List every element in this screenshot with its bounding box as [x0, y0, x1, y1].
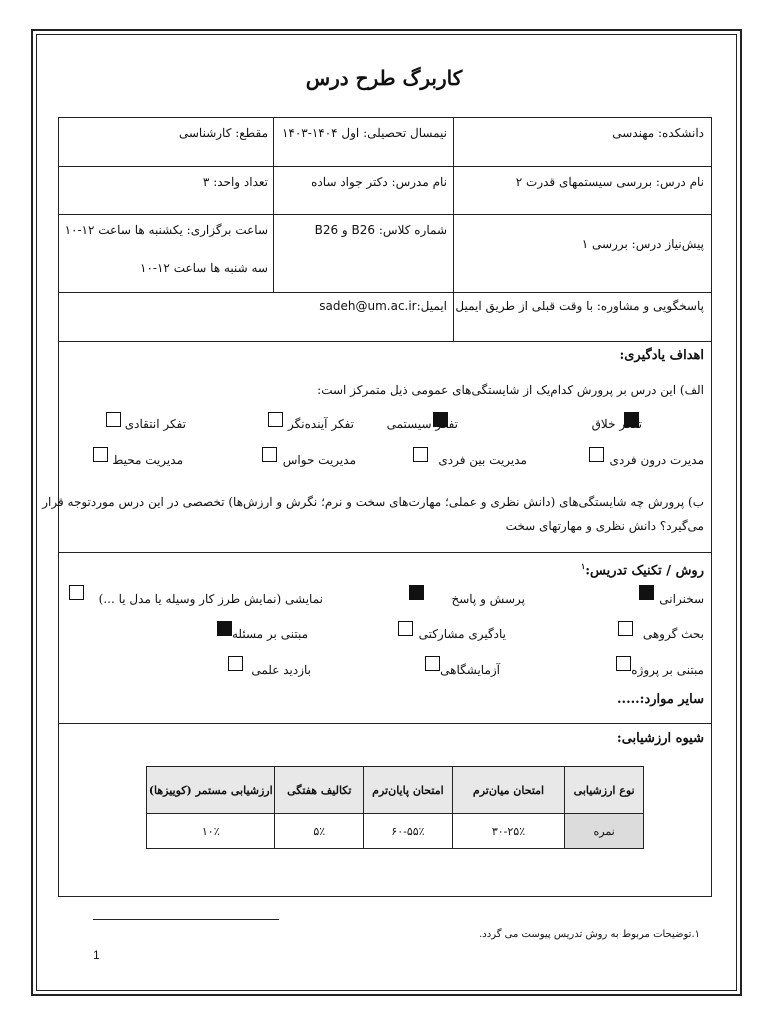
eval-type-header: نوع ارزشیابی [565, 767, 644, 814]
field-trip-label: بازدید علمی [251, 663, 311, 677]
class-number-label: شماره کلاس: [378, 223, 447, 237]
final-value: ۶۰-۵۵٪ [364, 814, 453, 849]
interpersonal-mgmt-checkbox[interactable] [413, 447, 428, 462]
form-title: کاربرگ طرح درس [305, 66, 463, 90]
prerequisite: پیش‌نیاز درس: بررسی ۱ [581, 237, 704, 251]
creative-thinking-label: تفکر خلاق [591, 417, 642, 431]
email-label: ایمیل: [416, 299, 447, 313]
row-divider [58, 214, 712, 215]
objectives-question-b-line1: ب) پرورش چه شایستگی‌های (دانش نظری و عملی؛ مهارت‌های سخت و نرم؛ نگرش و ارزش‌ها) تخصصی در این درس موردتوجه قرار [42, 495, 704, 509]
evaluation-heading: شیوه ارزشیابی: [616, 731, 704, 746]
objectives-heading: اهداف یادگیری: [619, 348, 704, 363]
class-number [315, 222, 447, 238]
demonstration-label: نمایشی (نمایش طرز کار وسیله یا مدل یا ...) [98, 592, 323, 606]
weekly-assignments-header: تکالیف هفتگی [275, 767, 364, 814]
evaluation-value-row [147, 814, 644, 849]
other-methods: سایر موارد:..... [617, 692, 704, 707]
futures-thinking-label: تفکر آینده‌نگر [288, 417, 354, 431]
col-divider [453, 117, 454, 341]
level: مقطع: کارشناسی [178, 126, 268, 140]
continuous-assessment-header: ارزشیابی مستمر (کوییزها) [147, 767, 275, 814]
evaluation-table [146, 766, 644, 849]
futures-thinking-checkbox[interactable] [268, 412, 283, 427]
col-divider [273, 117, 274, 292]
intrapersonal-mgmt-label: مدیرت درون فردی [609, 453, 704, 467]
lecture-checkbox[interactable] [639, 585, 654, 600]
continuous-assessment-value: ۱۰٪ [147, 814, 275, 849]
group-discussion-label: بحث گروهی [642, 627, 704, 641]
question-answer-checkbox[interactable] [409, 585, 424, 600]
systems-thinking-label: تفکر سیستمی [386, 417, 458, 431]
class-time-2: سه شنبه ها ساعت ۱۲-۱۰ [140, 261, 268, 275]
group-discussion-checkbox[interactable] [618, 621, 633, 636]
row-divider [58, 166, 712, 167]
methods-heading: روش / تکنیک تدریس:$^۱$ [580, 561, 704, 579]
field-trip-checkbox[interactable] [228, 656, 243, 671]
midterm-value: ۳۰-۲۵٪ [452, 814, 565, 849]
objectives-question-b-line2: می‌گیرد؟ دانش نظری و مهارتهای سخت [505, 519, 704, 533]
evaluation-header-row [147, 767, 644, 814]
weekly-assignments-value: ۵٪ [275, 814, 364, 849]
cooperative-learning-label: یادگیری مشارکتی [418, 627, 506, 641]
project-based-checkbox[interactable] [616, 656, 631, 671]
footnote-text: ۱.توضیحات مربوط به روش تدریس پیوست می گردد. [479, 929, 700, 940]
problem-based-label: مبتنی بر مسئله [231, 627, 308, 641]
critical-thinking-checkbox[interactable] [106, 412, 121, 427]
faculty: دانشکده: مهندسی [612, 126, 704, 140]
row-divider [58, 723, 712, 724]
problem-based-checkbox[interactable] [217, 621, 232, 636]
email [319, 298, 447, 314]
footnote-separator [93, 919, 279, 920]
class-time-1: ساعت برگزاری: یکشنبه ها ساعت ۱۲-۱۰ [64, 223, 268, 237]
demonstration-checkbox[interactable] [69, 585, 84, 600]
row-divider [58, 292, 712, 293]
row-divider [58, 341, 712, 342]
email-value: sadeh@um.ac.ir [319, 299, 417, 313]
lecture-label: سخنرانی [659, 592, 704, 606]
eval-type-value: نمره [565, 814, 644, 849]
course-name: نام درس: بررسی سیستمهای قدرت ۲ [515, 175, 704, 189]
class-number-value: B26 و B26 [314, 223, 376, 237]
cooperative-learning-checkbox[interactable] [398, 621, 413, 636]
midterm-header: امتحان میان‌ترم [452, 767, 565, 814]
laboratory-label: آزمایشگاهی [440, 663, 500, 677]
semester: نیمسال تحصیلی: اول ۱۴۰۴-۱۴۰۳ [281, 126, 447, 140]
intrapersonal-mgmt-checkbox[interactable] [589, 447, 604, 462]
consultation: پاسخگویی و مشاوره: با وقت قبلی از طریق ایمیل [455, 299, 704, 313]
attention-mgmt-label: مدیریت حواس [282, 453, 356, 467]
interpersonal-mgmt-label: مدیریت بین فردی [438, 453, 527, 467]
page-number: 1 [93, 948, 100, 962]
instructor-name: نام مدرس: دکتر جواد ساده [311, 175, 447, 189]
final-header: امتحان پایان‌ترم [364, 767, 453, 814]
laboratory-checkbox[interactable] [425, 656, 440, 671]
row-divider [58, 552, 712, 553]
project-based-label: مبتنی بر پروژه [631, 663, 704, 677]
environment-mgmt-label: مدیریت محیط [112, 453, 183, 467]
attention-mgmt-checkbox[interactable] [262, 447, 277, 462]
unit-count: تعداد واحد: ۳ [202, 175, 268, 189]
environment-mgmt-checkbox[interactable] [93, 447, 108, 462]
question-answer-label: پرسش و پاسخ [451, 592, 525, 606]
critical-thinking-label: تفکر انتقادی [124, 417, 186, 431]
footnote-marker: ۱ [580, 561, 586, 571]
objectives-question-a: الف) این درس بر پرورش کدام‌یک از شایستگی‌های عمومی ذیل متمرکز است: [317, 383, 704, 397]
